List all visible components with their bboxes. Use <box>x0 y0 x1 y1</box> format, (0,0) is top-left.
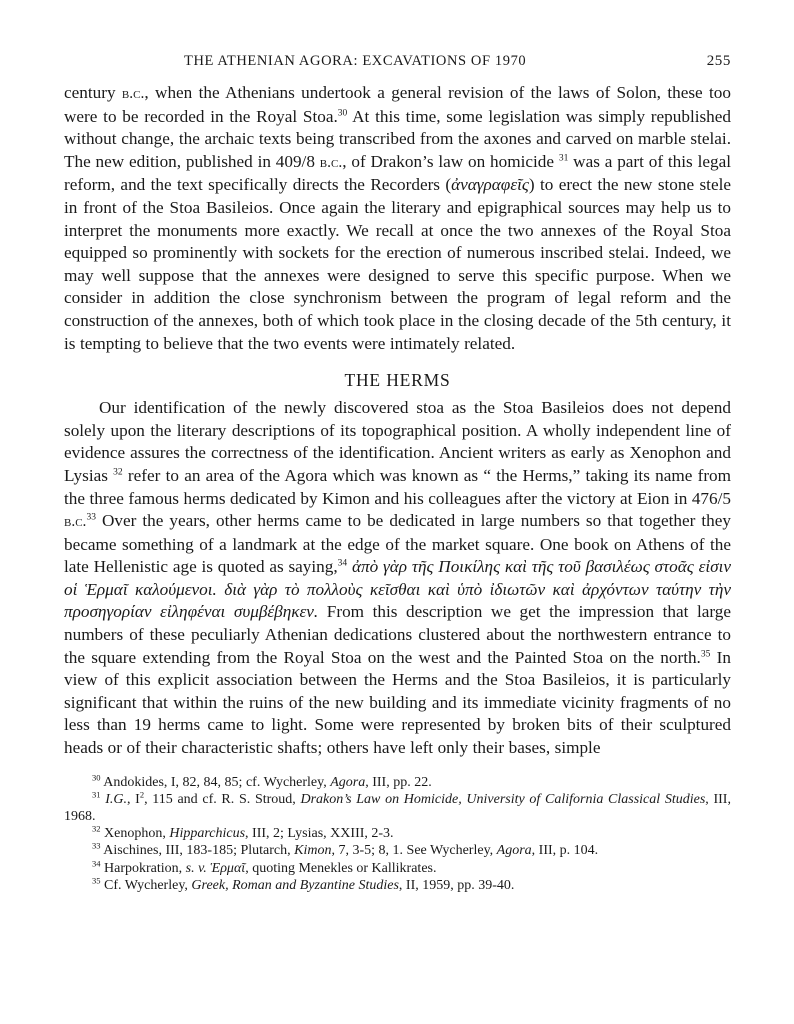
page <box>64 40 731 894</box>
footnote-ref-34[interactable]: 34 <box>337 558 348 569</box>
era-abbrev: b.c. <box>121 85 145 102</box>
text-span: Harpokration, <box>100 860 186 876</box>
text-span: Aischines, III, 183-185; Plutarch, <box>100 843 295 859</box>
text-span: , of Drakon’s law on homicide <box>342 151 559 171</box>
italic-title: Agora <box>496 843 532 859</box>
running-head <box>64 40 731 69</box>
paragraph-stoa-laws <box>64 82 731 355</box>
text-span: , III, 1968. <box>64 791 731 825</box>
italic-title: Greek, Roman and Byzantine Studies <box>191 877 399 893</box>
footnote-number: 32 <box>92 823 101 834</box>
text-span: Over the years, other herms came to be dedicated in large numbers so that together they became something of a landmark at the edge of the market square. One book on Athens of the late Hellenistic age is quoted as saying, <box>64 511 731 577</box>
footnote-ref-32[interactable]: 32 <box>113 467 123 478</box>
text-span: Our identification of the newly discovered stoa as the Stoa Basileios does not depend solely upon the literary descriptions of its topographical position. A wholly independent line of evidence assures the correctness of the identification. Ancient writers as early as Xenophon and Lysias <box>64 398 731 485</box>
greek-quotation: ἀπὸ γὰρ τῆς Ποικίλης καὶ τῆς τοῦ βασιλέως στοᾶς εἰσιν οἱ Ἑρμαῖ καλούμενοι. διὰ γὰρ τὸ πολλοὺς κεῖσθαι καὶ ὑπὸ ἰδιωτῶν καὶ ἀρχόντων ταύτην τὴν προσηγορίαν εἰληφέναι συμβέβηκεν. <box>64 557 731 622</box>
text-span: , II, 1959, pp. 39-40. <box>398 877 515 893</box>
text-span: , when the Athenians undertook a general revision of the laws of Solon, these too were to be recorded in the Royal Stoa. <box>64 83 731 126</box>
text-span: , III, pp. 22. <box>365 774 432 790</box>
footnote-35 <box>64 877 731 894</box>
footnote-32 <box>64 825 731 842</box>
italic-title: Kimon <box>294 843 332 859</box>
footnote-ref-30[interactable]: 30 <box>337 107 348 118</box>
era-abbrev: b.c. <box>319 153 343 171</box>
text-span: , III, 2; Lysias, XXIII, 2-3. <box>245 826 394 842</box>
text-span: In view of this explicit association between the Herms and the Stoa Basileios, it is particularly significant that within the ruins of the new building and its immediate vicinity fragments of no less than 19 herms came to light. Some were represented by broken bits of their sculptured heads or of their characteristic shafts; others have left only their bases, simple <box>64 647 731 758</box>
paragraph-herms <box>64 397 731 760</box>
text-span: ) to erect the new stone stele in front of the Stoa Basileios. Once again the literary and epigraphical sources may help us to interpret the monuments more exactly. We recall at once the two annexes of the Royal Stoa equipped so prominently with sockets for the erection of numerous inscribed stelai. Indeed, we may well suppose that the annexes were designed to serve this specific purpose. When we consider in addition the close synchronism between the program of legal reform and the construction of the annexes, both of which took place in the closing decade of the 5th century, it is tempting to believe that the two events were intimately related. <box>64 175 731 353</box>
footnote-number: 35 <box>92 875 101 886</box>
footnote-number: 30 <box>92 771 101 782</box>
footnote-34 <box>64 857 731 877</box>
footnotes <box>64 771 731 894</box>
text-span: Cf. Wycherley, <box>100 877 192 893</box>
text-span: Xenophon, <box>100 826 170 842</box>
era-abbrev: b.c. <box>64 513 87 531</box>
footnote-ref-35[interactable]: 35 <box>700 648 711 659</box>
running-title: THE ATHENIAN AGORA: EXCAVATIONS OF 1970 <box>184 53 527 69</box>
text-span: century <box>64 83 122 102</box>
italic-title: I.G. <box>100 791 127 807</box>
page-number: 255 <box>706 53 731 69</box>
italic-title: Drakon’s Law on Homicide, University of California Classical Studies <box>300 791 706 807</box>
footnote-31 <box>64 791 731 825</box>
footnote-ref-33[interactable]: 33 <box>86 512 96 523</box>
greek-term: ἀναγραφεῖς <box>451 175 529 195</box>
footnote-30 <box>64 771 731 791</box>
italic-title: Agora <box>330 774 366 790</box>
footnote-ref-31[interactable]: 31 <box>558 153 569 164</box>
italic-title: Hipparchicus <box>169 826 246 842</box>
footnote-number: 34 <box>92 857 101 868</box>
text-span: From this description we get the impression that large numbers of these peculiarly Athenian dedications clustered about the northwestern entrance to the square extending from the Royal Stoa on the west and the Painted Stoa on the north. <box>64 602 732 667</box>
text-span: was a part of this legal reform, and the text specifically directs the Recorders ( <box>64 151 731 195</box>
text-span: At this time, some legislation was simply republished without change, the archaic texts being transcribed from the axones and carved on marble stelai. The new edition, published in 409/8 <box>64 106 731 171</box>
footnote-number: 33 <box>92 840 101 851</box>
text-span: , quoting Menekles or Kallikrates. <box>245 860 437 876</box>
text-span: , 7, 3-5; 8, 1. See Wycherley, <box>331 843 497 859</box>
footnote-33 <box>64 842 731 859</box>
section-heading: THE HERMS <box>344 370 451 391</box>
superscript: 2 <box>139 789 145 800</box>
body-text <box>64 82 731 760</box>
text-span: , I <box>126 791 140 807</box>
italic-title: s. v. <box>185 860 207 876</box>
text-span: Andokides, I, 82, 84, 85; cf. Wycherley, <box>100 774 331 790</box>
text-span: , 115 and cf. R. S. Stroud, <box>144 791 301 807</box>
text-span: refer to an area of the Agora which was known as “ the Herms,” taking its name from the three famous herms dedicated by Kimon and his colleagues after the victory at Eion in 476/5 <box>64 465 731 508</box>
text-span: , III, p. 104. <box>531 843 599 859</box>
greek-term: Ἑρμαῖ <box>210 860 246 876</box>
footnote-number: 31 <box>92 789 101 800</box>
